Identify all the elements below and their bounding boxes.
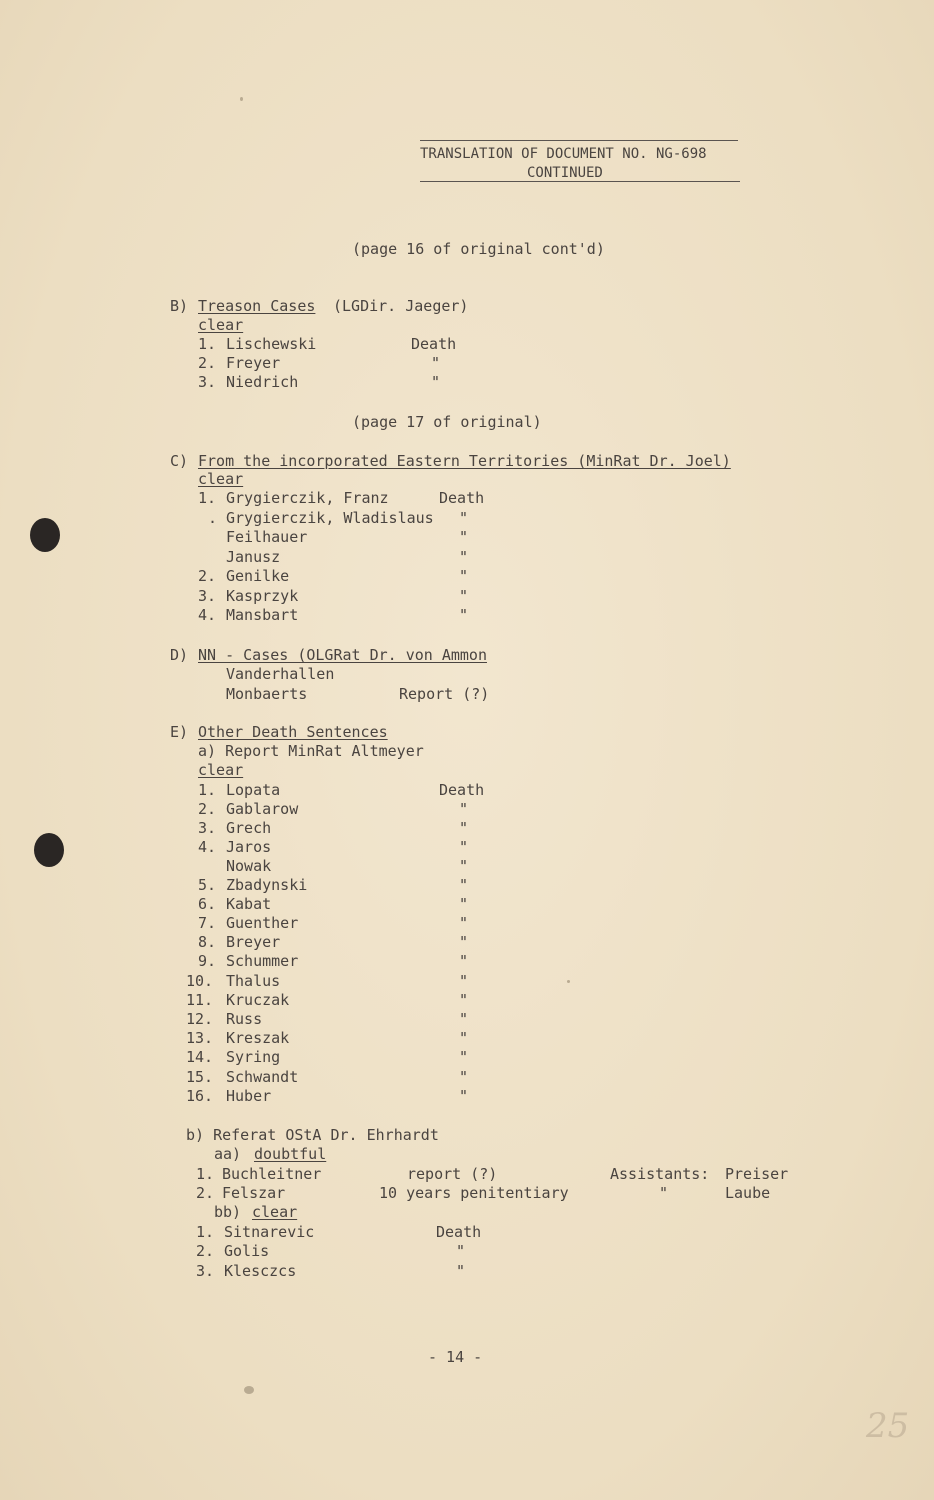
- list-item-name: Buchleitner: [222, 1165, 322, 1183]
- list-item-verdict: ": [459, 819, 469, 837]
- list-item-verdict: ": [431, 354, 441, 372]
- list-item-verdict: ": [459, 509, 469, 527]
- list-item-number: 5.: [198, 876, 217, 894]
- list-item-name: Genilke: [226, 567, 290, 585]
- list-item-name: Grygierczik, Wladislaus: [226, 509, 434, 527]
- list-item-name: Feilhauer: [226, 528, 308, 546]
- list-item-name: Golis: [224, 1242, 270, 1260]
- list-item-name: Zbadynski: [226, 876, 308, 894]
- punch-hole-top: [30, 518, 60, 552]
- list-item-number: .: [208, 509, 218, 527]
- document-subtitle: CONTINUED: [527, 165, 603, 181]
- list-item-number: 6.: [198, 895, 217, 913]
- list-item-name: Huber: [226, 1087, 272, 1105]
- list-item-verdict: ": [459, 587, 469, 605]
- aa-prefix: aa): [214, 1145, 242, 1163]
- list-item-number: 14.: [186, 1048, 214, 1066]
- header-rule-bottom: [420, 181, 740, 182]
- list-item-name: Nowak: [226, 857, 272, 875]
- section-b-marker: B): [170, 297, 189, 315]
- list-item-number: 1.: [196, 1165, 215, 1183]
- list-item-number: 15.: [186, 1068, 214, 1086]
- assistant-name: Laube: [725, 1184, 771, 1202]
- list-item-name: Freyer: [226, 354, 281, 372]
- list-item-number: 12.: [186, 1010, 214, 1028]
- list-item-name: Kabat: [226, 895, 272, 913]
- list-item-number: 3.: [198, 819, 217, 837]
- section-c-title: From the incorporated Eastern Territories (MinRat Dr. Joel): [198, 452, 731, 470]
- list-item-verdict: Death: [436, 1223, 482, 1241]
- list-item-verdict: Report (?): [399, 685, 490, 703]
- list-item-name: Syring: [226, 1048, 281, 1066]
- list-item-name: Vanderhallen: [226, 665, 335, 683]
- list-item-verdict: ": [431, 373, 441, 391]
- list-item-number: 3.: [198, 373, 217, 391]
- section-e-sub-a: a) Report MinRat Altmeyer: [198, 742, 424, 760]
- section-b-title-rest: (LGDir. Jaeger): [333, 297, 469, 315]
- list-item-name: Jaros: [226, 838, 272, 856]
- page-note-17: (page 17 of original): [352, 413, 542, 431]
- list-item-name: Schwandt: [226, 1068, 299, 1086]
- list-item-verdict: ": [459, 1029, 469, 1047]
- page-number: - 14 -: [428, 1348, 483, 1366]
- list-item-name: Mansbart: [226, 606, 299, 624]
- list-item-number: 9.: [198, 952, 217, 970]
- section-b-clear: clear: [198, 316, 244, 334]
- list-item-verdict: ": [459, 567, 469, 585]
- list-item-number: 1.: [198, 335, 217, 353]
- document-title: TRANSLATION OF DOCUMENT NO. NG-698: [420, 146, 707, 162]
- list-item-verdict: Death: [439, 781, 485, 799]
- section-e-clear: clear: [198, 761, 244, 779]
- list-item-name: Grygierczik, Franz: [226, 489, 389, 507]
- section-c-marker: C): [170, 452, 189, 470]
- list-item-name: Sitnarevic: [224, 1223, 315, 1241]
- list-item-name: Grech: [226, 819, 272, 837]
- list-item-number: 3.: [196, 1262, 215, 1280]
- section-b-title: Treason Cases: [198, 297, 316, 315]
- speck: [244, 1386, 254, 1394]
- list-item-verdict: 10 years penitentiary: [379, 1184, 569, 1202]
- section-d-title: NN - Cases (OLGRat Dr. von Ammon: [198, 646, 487, 664]
- speck: [240, 97, 243, 101]
- speck: [567, 980, 570, 983]
- list-item-number: 2.: [196, 1242, 215, 1260]
- page-note-16: (page 16 of original cont'd): [352, 240, 605, 258]
- list-item-number: 1.: [196, 1223, 215, 1241]
- list-item-number: 1.: [198, 489, 217, 507]
- list-item-verdict: ": [459, 914, 469, 932]
- list-item-verdict: ": [459, 1087, 469, 1105]
- section-e-title: Other Death Sentences: [198, 723, 388, 741]
- list-item-verdict: ": [456, 1262, 466, 1280]
- assistants-label: Assistants:: [610, 1165, 710, 1183]
- bb-label: clear: [252, 1203, 298, 1221]
- list-item-name: Kruczak: [226, 991, 290, 1009]
- list-item-name: Niedrich: [226, 373, 299, 391]
- list-item-name: Monbaerts: [226, 685, 308, 703]
- list-item-verdict: ": [459, 952, 469, 970]
- list-item-number: 16.: [186, 1087, 214, 1105]
- list-item-verdict: Death: [411, 335, 457, 353]
- list-item-verdict: ": [459, 972, 469, 990]
- list-item-verdict: ": [456, 1242, 466, 1260]
- list-item-name: Lischewski: [226, 335, 317, 353]
- list-item-number: 8.: [198, 933, 217, 951]
- handwritten-page-number: 25: [866, 1406, 910, 1446]
- list-item-verdict: ": [459, 991, 469, 1009]
- list-item-number: 4.: [198, 838, 217, 856]
- list-item-number: 1.: [198, 781, 217, 799]
- list-item-verdict: Death: [439, 489, 485, 507]
- list-item-name: Lopata: [226, 781, 281, 799]
- list-item-verdict: ": [459, 548, 469, 566]
- section-e-sub-b: b) Referat OStA Dr. Ehrhardt: [186, 1126, 439, 1144]
- list-item-name: Kreszak: [226, 1029, 290, 1047]
- list-item-name: Felszar: [222, 1184, 286, 1202]
- list-item-name: Kasprzyk: [226, 587, 299, 605]
- aa-label: doubtful: [254, 1145, 327, 1163]
- list-item-name: Schummer: [226, 952, 299, 970]
- list-item-number: 2.: [196, 1184, 215, 1202]
- list-item-number: 4.: [198, 606, 217, 624]
- list-item-verdict: ": [459, 1068, 469, 1086]
- list-item-name: Russ: [226, 1010, 263, 1028]
- list-item-verdict: ": [459, 1010, 469, 1028]
- list-item-verdict: ": [459, 876, 469, 894]
- list-item-name: Klesczcs: [224, 1262, 297, 1280]
- section-c-clear: clear: [198, 470, 244, 488]
- list-item-verdict: report (?): [407, 1165, 498, 1183]
- list-item-number: 11.: [186, 991, 214, 1009]
- list-item-name: Breyer: [226, 933, 281, 951]
- section-e-marker: E): [170, 723, 189, 741]
- list-item-number: 10.: [186, 972, 214, 990]
- list-item-name: Gablarow: [226, 800, 299, 818]
- assistants-ditto: ": [659, 1184, 669, 1202]
- list-item-verdict: ": [459, 838, 469, 856]
- list-item-number: 7.: [198, 914, 217, 932]
- list-item-number: 2.: [198, 567, 217, 585]
- section-d-marker: D): [170, 646, 189, 664]
- list-item-verdict: ": [459, 1048, 469, 1066]
- list-item-number: 3.: [198, 587, 217, 605]
- list-item-verdict: ": [459, 528, 469, 546]
- assistant-name: Preiser: [725, 1165, 789, 1183]
- list-item-name: Thalus: [226, 972, 281, 990]
- list-item-name: Janusz: [226, 548, 281, 566]
- list-item-name: Guenther: [226, 914, 299, 932]
- punch-hole-bottom: [34, 833, 64, 867]
- list-item-number: 2.: [198, 800, 217, 818]
- header-rule-top: [420, 140, 738, 141]
- list-item-number: 13.: [186, 1029, 214, 1047]
- list-item-number: 2.: [198, 354, 217, 372]
- list-item-verdict: ": [459, 800, 469, 818]
- list-item-verdict: ": [459, 933, 469, 951]
- bb-prefix: bb): [214, 1203, 242, 1221]
- list-item-verdict: ": [459, 857, 469, 875]
- list-item-verdict: ": [459, 895, 469, 913]
- list-item-verdict: ": [459, 606, 469, 624]
